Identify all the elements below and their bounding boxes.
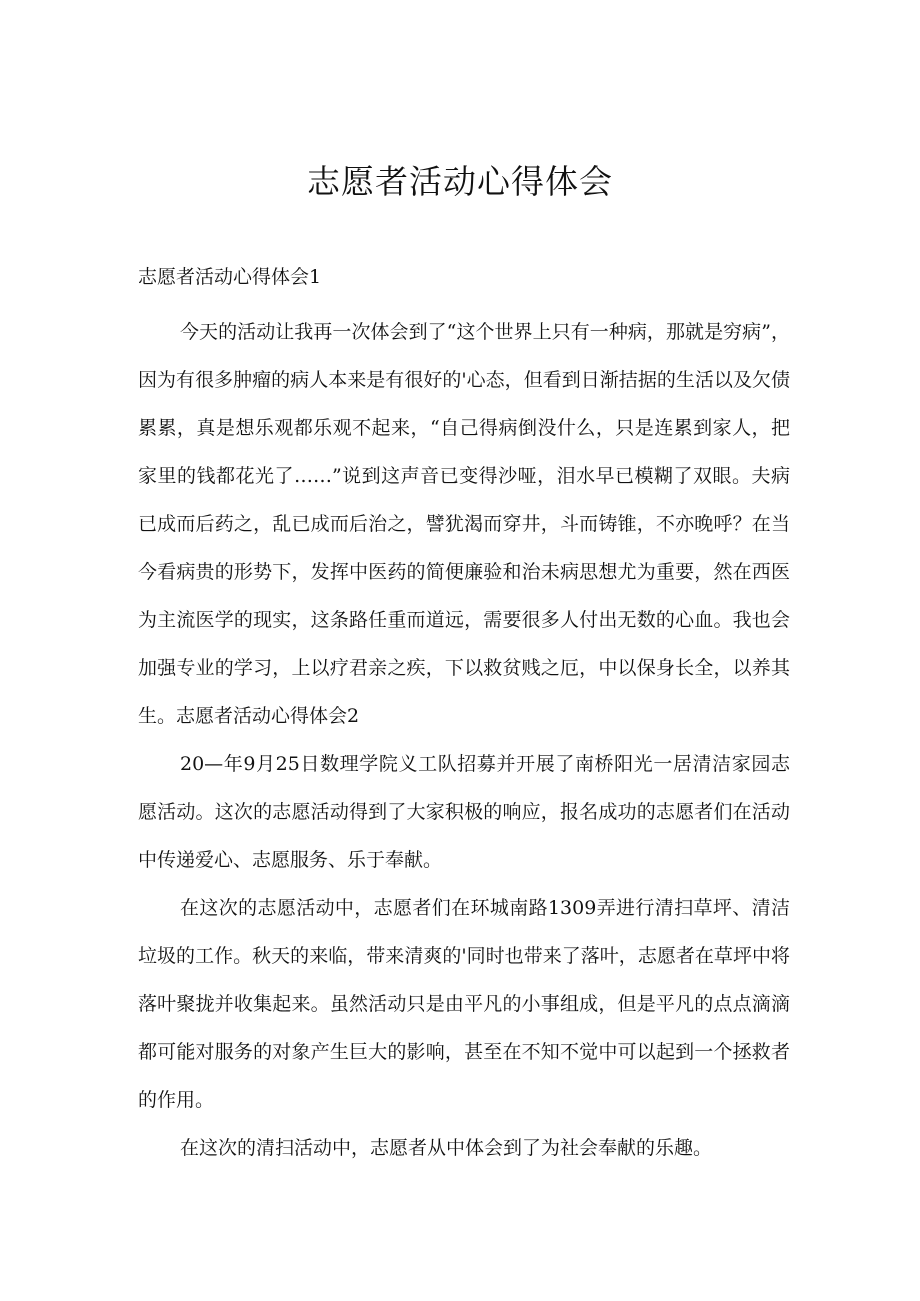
paragraph: 20—年9月25日数理学院义工队招募并开展了南桥阳光一居清洁家园志愿活动。这次的志愿活动得到了大家积极的响应，报名成功的志愿者们在活动中传递爱心、志愿服务、乐于奉献。 [138,753,790,871]
paragraph: 今天的活动让我再一次体会到了“这个世界上只有一种病，那就是穷病”，因为有很多肿瘤的病人本来是有很好的'心态，但看到日渐拮据的生活以及欠债累累，真是想乐观都乐观不起来，“自己得病倒没什么，只是连累到家人，把家里的钱都花光了……”说到这声音已变得沙哑，泪水早已模糊了双眼。夫病已成而后药之，乱已成而后治之，譬犹渴而穿井，斗而铸锥，不亦晚呼？在当今看病贵的形势下，发挥中医药的简便廉验和治未病思想尤为重要，然在西医为主流医学的现实，这条路任重而道远，需要很多人付出无数的心血。我也会加强专业的学习，上以疗君亲之疾，下以救贫贱之厄，中以保身长全，以养其生。志愿者活动心得体会2 [138,321,790,727]
paragraph: 在这次的清扫活动中，志愿者从中体会到了为社会奉献的乐趣。 [180,1137,713,1159]
section-heading: 志愿者活动心得体会1 [138,266,322,288]
document-title: 志愿者活动心得体会 [307,162,613,201]
document-body [138,308,790,1172]
paragraph: 在这次的志愿活动中，志愿者们在环城南路1309弄进行清扫草坪、清洁垃圾的工作。秋天的来临，带来清爽的'同时也带来了落叶，志愿者在草坪中将落叶聚拢并收集起来。虽然活动只是由平凡的小事组成，但是平凡的点点滴滴都可能对服务的对象产生巨大的影响，甚至在不知不觉中可以起到一个拯救者的作用。 [138,897,790,1111]
